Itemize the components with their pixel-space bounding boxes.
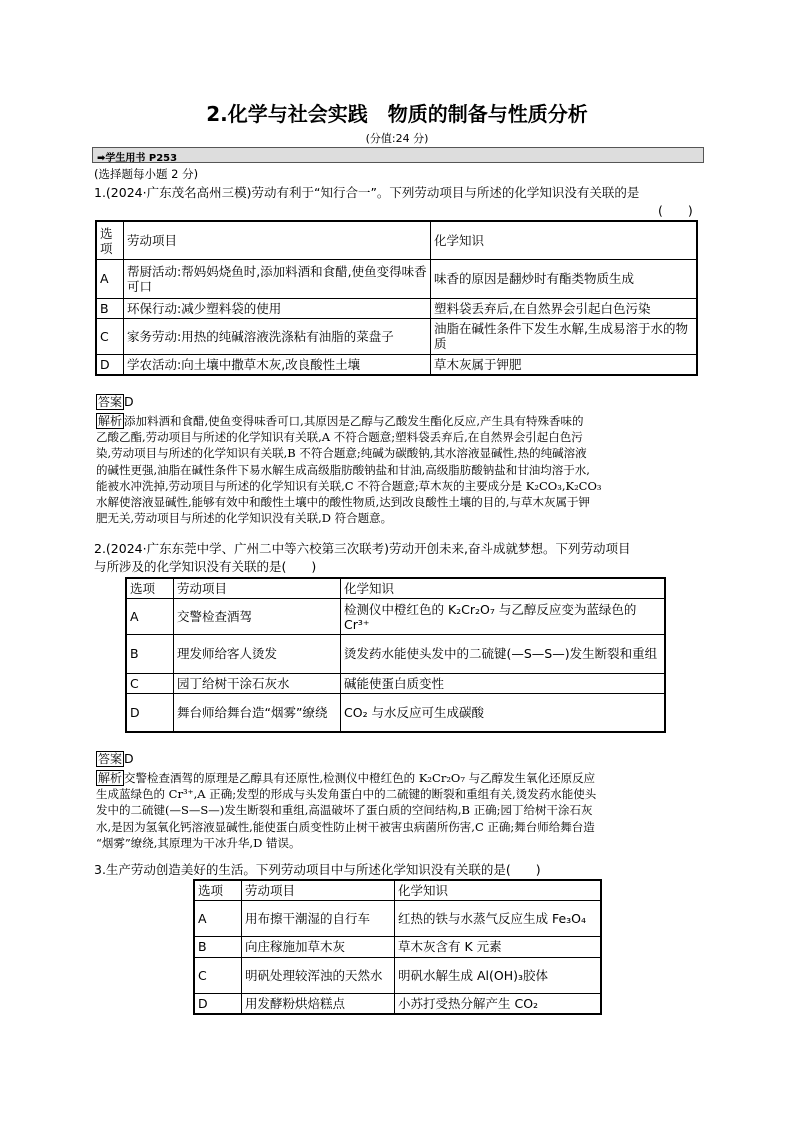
header-option: 选项: [97, 222, 124, 260]
answer-tag: 答案: [98, 752, 123, 766]
option-cell: C: [97, 318, 124, 354]
section-note: (选择题每小题 2 分): [94, 167, 199, 181]
work-cell: 园丁给树干涂石灰水: [174, 673, 341, 693]
header-knowledge: 化学知识: [431, 222, 697, 260]
option-cell: C: [195, 957, 242, 993]
q1-table: [96, 221, 697, 375]
knowledge-cell: 红热的铁与水蒸气反应生成 Fe₃O₄: [395, 901, 601, 937]
knowledge-cell: 小苏打受热分解产生 CO₂: [395, 993, 601, 1013]
score-note: (分值:24 分): [365, 132, 429, 145]
work-cell: 向庄稼施加草木灰: [242, 937, 395, 957]
work-cell: 明矾处理较浑浊的天然水: [242, 957, 395, 993]
answer-value: D: [124, 751, 134, 766]
knowledge-cell: 碱能使蛋白质变性: [341, 673, 665, 693]
option-cell: B: [127, 635, 174, 673]
student-book-bar: [92, 147, 704, 163]
option-cell: A: [127, 599, 174, 635]
page-title: 2.化学与社会实践 物质的制备与性质分析: [206, 102, 588, 126]
work-cell: 舞台师给舞台造“烟雾”缭绕: [174, 693, 341, 731]
option-cell: A: [97, 260, 124, 298]
work-cell: 用布擦干潮湿的自行车: [242, 901, 395, 937]
header-work: 劳动项目: [174, 579, 341, 599]
analysis-line: 乙酸乙酯,劳动项目与所述的化学知识有关联,A 不符合题意;塑料袋丢弃后,在自然界会引起白色污: [96, 430, 583, 445]
q2-stem-line1: 2.(2024·广东东莞中学、广州二中等六校第三次联考)劳动开创未来,奋斗成就梦想。下列劳动项目: [94, 541, 631, 556]
knowledge-cell: 味香的原因是翻炒时有酯类物质生成: [431, 260, 697, 298]
q1-analysis: [96, 413, 602, 526]
knowledge-cell: 检测仪中橙红色的 K₂Cr₂O₇ 与乙醇反应变为蓝绿色的 Cr³⁺: [341, 599, 665, 635]
option-cell: A: [195, 901, 242, 937]
header-work: 劳动项目: [242, 881, 395, 901]
option-cell: D: [127, 693, 174, 731]
q1-paren: ( ): [658, 203, 693, 218]
option-cell: C: [127, 673, 174, 693]
q3-table: [194, 880, 601, 1014]
analysis-line: 生成蓝绿色的 Cr³⁺,A 正确;发型的形成与头发角蛋白中的二硫键的断裂和重组有关,烫发药水能使头: [96, 787, 597, 802]
analysis-tag: 解析: [98, 771, 123, 785]
header-knowledge: 化学知识: [395, 881, 601, 901]
analysis-line: 水,是因为氢氧化钙溶液显碱性,能使蛋白质变性防止树干被害虫病菌所伤害,C 正确;舞台师给舞台造: [96, 819, 595, 834]
analysis-line: 发中的二硫键(—S—S—)发生断裂和重组,高温破坏了蛋白质的空间结构,B 正确;园丁给树干涂石灰: [96, 803, 593, 818]
knowledge-cell: 塑料袋丢弃后,在自然界会引起白色污染: [431, 298, 697, 318]
work-cell: 学农活动:向土壤中撒草木灰,改良酸性土壤: [124, 354, 431, 374]
knowledge-cell: 草木灰含有 K 元素: [395, 937, 601, 957]
analysis-line: 交警检查酒驾的原理是乙醇具有还原性,检测仪中橙红色的 K₂Cr₂O₇ 与乙醇发生氧化还原反应: [124, 771, 596, 785]
analysis-line: 染,劳动项目与所述的化学知识有关联,B 不符合题意;纯碱为碳酸钠,其水溶液显碱性,热的纯碱溶液: [96, 446, 587, 461]
q2-table: [126, 578, 665, 732]
answer-value: D: [124, 394, 134, 409]
option-cell: D: [195, 993, 242, 1013]
option-cell: B: [195, 937, 242, 957]
work-cell: 理发师给客人烫发: [174, 635, 341, 673]
analysis-line: “烟雾”缭绕,其原理为干冰升华,D 错误。: [96, 835, 301, 850]
answer-tag: 答案: [98, 395, 123, 409]
header-knowledge: 化学知识: [341, 579, 665, 599]
work-cell: 交警检查酒驾: [174, 599, 341, 635]
work-cell: 家务劳动:用热的纯碱溶液洗涤粘有油脂的菜盘子: [124, 318, 431, 354]
analysis-line: 的碱性更强,油脂在碱性条件下易水解生成高级脂肪酸钠盐和甘油,高级脂肪酸钠盐和甘油均溶于水,: [96, 462, 590, 477]
option-cell: B: [97, 298, 124, 318]
q2-answer: [96, 751, 134, 767]
work-cell: 帮厨活动:帮妈妈烧鱼时,添加料酒和食醋,使鱼变得味香可口: [124, 260, 431, 298]
work-cell: 环保行动:减少塑料袋的使用: [124, 298, 431, 318]
analysis-line: 添加料酒和食醋,使鱼变得味香可口,其原因是乙醇与乙酸发生酯化反应,产生具有特殊香味的: [124, 414, 584, 428]
option-cell: D: [97, 354, 124, 374]
header-work: 劳动项目: [124, 222, 431, 260]
header-option: 选项: [127, 579, 174, 599]
knowledge-cell: CO₂ 与水反应可生成碳酸: [341, 693, 665, 731]
knowledge-cell: 油脂在碱性条件下发生水解,生成易溶于水的物质: [431, 318, 697, 354]
q2-analysis: [96, 770, 596, 851]
q3-stem: 3.生产劳动创造美好的生活。下列劳动项目中与所述化学知识没有关联的是( ): [94, 862, 541, 877]
q2-stem-line2: 与所涉及的化学知识没有关联的是( ): [94, 559, 317, 574]
analysis-line: 肥无关,劳动项目与所述的化学知识没有关联,D 符合题意。: [96, 511, 393, 526]
analysis-line: 能被水冲洗掉,劳动项目与所述的化学知识有关联,C 不符合题意;草木灰的主要成分是 K₂CO₃,K₂CO₃: [96, 478, 602, 493]
q1-answer: [96, 394, 134, 410]
analysis-tag: 解析: [98, 414, 123, 428]
book-page-label: ➡学生用书 P253: [97, 153, 178, 164]
work-cell: 用发酵粉烘焙糕点: [242, 993, 395, 1013]
knowledge-cell: 烫发药水能使头发中的二硫键(—S—S—)发生断裂和重组: [341, 635, 665, 673]
header-option: 选项: [195, 881, 242, 901]
knowledge-cell: 明矾水解生成 Al(OH)₃胶体: [395, 957, 601, 993]
analysis-line: 水解使溶液显碱性,能够有效中和酸性土壤中的酸性物质,达到改良酸性土壤的目的,与草木灰属于钾: [96, 495, 590, 510]
knowledge-cell: 草木灰属于钾肥: [431, 354, 697, 374]
q1-stem: 1.(2024·广东茂名高州三模)劳动有利于“知行合一”。下列劳动项目与所述的化学知识没有关联的是: [94, 185, 640, 200]
